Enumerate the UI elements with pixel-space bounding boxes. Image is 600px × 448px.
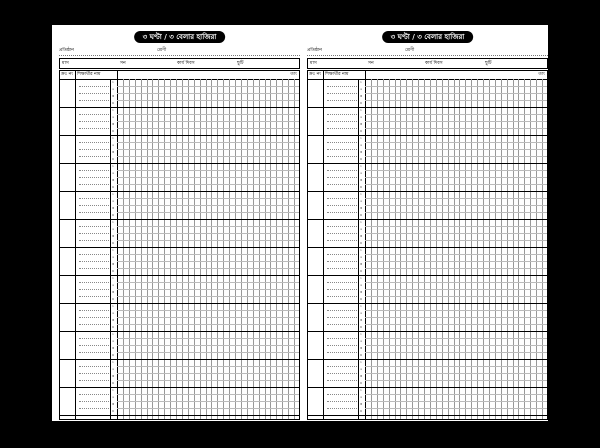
name-dotted-line: [327, 226, 357, 227]
session-number: ২: [111, 87, 115, 91]
session-row-line: [365, 310, 547, 311]
session-number: ১: [359, 332, 363, 336]
name-dotted-line: [327, 198, 357, 199]
session-row-line: [365, 128, 547, 129]
session-row-line: [365, 338, 547, 339]
session-row-line: [365, 198, 547, 199]
name-dotted-line: [327, 296, 357, 297]
session-row-line: [365, 268, 547, 269]
name-dotted-line: [327, 121, 357, 122]
session-number: ২: [359, 87, 363, 91]
name-dotted-line: [79, 366, 109, 367]
name-dotted-line: [79, 394, 109, 395]
session-number: ১: [111, 388, 115, 392]
name-dotted-line: [79, 268, 109, 269]
name-dotted-line: [327, 310, 357, 311]
student-name-header: শিক্ষার্থীর নাম: [325, 72, 349, 77]
session-row-line: [117, 352, 299, 353]
name-dotted-line: [327, 394, 357, 395]
name-dotted-line: [327, 261, 357, 262]
session-row-line: [117, 345, 299, 346]
name-dotted-line: [79, 142, 109, 143]
session-number: ৪: [359, 381, 363, 385]
name-dotted-line: [327, 93, 357, 94]
session-row-line: [365, 366, 547, 367]
session-row-line: [365, 149, 547, 150]
session-row-line: [365, 289, 547, 290]
name-dotted-line: [327, 254, 357, 255]
session-number: ১: [111, 108, 115, 112]
session-number: ২: [111, 143, 115, 147]
session-row-line: [117, 184, 299, 185]
name-dotted-line: [79, 114, 109, 115]
session-row-line: [365, 254, 547, 255]
session-row-line: [365, 240, 547, 241]
session-row-line: [365, 170, 547, 171]
session-number: ২: [359, 115, 363, 119]
name-dotted-line: [79, 198, 109, 199]
class-field-label: শ্রেণী: [405, 48, 415, 53]
session-number: ২: [111, 255, 115, 259]
session-number: ৩: [359, 122, 363, 126]
holiday-label: ছুটি: [485, 61, 492, 66]
session-number: ৩: [359, 346, 363, 350]
name-dotted-line: [327, 366, 357, 367]
student-name-header: শিক্ষার্থীর নাম: [77, 72, 101, 77]
attendance-page-right: [307, 25, 548, 421]
session-number: ১: [359, 276, 363, 280]
session-row-line: [365, 205, 547, 206]
session-row-line: [117, 317, 299, 318]
session-row-line: [117, 394, 299, 395]
session-row-line: [365, 296, 547, 297]
session-number: ৩: [359, 290, 363, 294]
name-dotted-line: [79, 352, 109, 353]
session-number: ৪: [111, 297, 115, 301]
session-number: ৪: [111, 241, 115, 245]
session-number: ৩: [111, 94, 115, 98]
session-number: ১: [359, 388, 363, 392]
session-number: ৩: [359, 318, 363, 322]
session-number: ২: [111, 199, 115, 203]
session-row-line: [117, 373, 299, 374]
name-dotted-line: [79, 282, 109, 283]
session-number: ৩: [111, 346, 115, 350]
name-dotted-line: [79, 93, 109, 94]
name-dotted-line: [79, 408, 109, 409]
session-number: ৩: [111, 178, 115, 182]
month-info-row: [307, 58, 548, 69]
name-dotted-line: [79, 212, 109, 213]
session-number: ১: [359, 108, 363, 112]
session-number: ৪: [359, 297, 363, 301]
name-dotted-line: [327, 289, 357, 290]
session-row-line: [365, 156, 547, 157]
year-label: সন: [368, 61, 374, 66]
session-number: ৩: [111, 374, 115, 378]
session-number: ৩: [111, 290, 115, 294]
month-label: মাস: [62, 61, 69, 66]
session-number: ২: [359, 171, 363, 175]
session-row-line: [117, 149, 299, 150]
name-dotted-line: [327, 345, 357, 346]
class-field-label: শ্রেণী: [157, 48, 167, 53]
session-row-line: [365, 373, 547, 374]
session-number: ৪: [359, 409, 363, 413]
header-fields: [59, 46, 300, 56]
name-dotted-line: [327, 114, 357, 115]
session-number: ৩: [359, 150, 363, 154]
session-number: ১: [359, 192, 363, 196]
session-row-line: [365, 394, 547, 395]
name-dotted-line: [327, 352, 357, 353]
session-number: ২: [111, 227, 115, 231]
session-number: ১: [359, 164, 363, 168]
name-dotted-line: [79, 310, 109, 311]
session-row-line: [117, 121, 299, 122]
name-dotted-line: [79, 170, 109, 171]
session-number: ৩: [111, 402, 115, 406]
session-row-line: [365, 142, 547, 143]
name-dotted-line: [327, 86, 357, 87]
session-number: ৪: [359, 101, 363, 105]
session-number: ১: [111, 80, 115, 84]
session-number: ১: [359, 360, 363, 364]
name-dotted-line: [79, 261, 109, 262]
session-number: ৪: [111, 101, 115, 105]
session-number: ২: [359, 283, 363, 287]
session-number: ৪: [111, 409, 115, 413]
name-dotted-line: [327, 408, 357, 409]
serial-header: ক্রঃ নং: [309, 72, 322, 77]
name-dotted-line: [327, 170, 357, 171]
holiday-label: ছুটি: [237, 61, 244, 66]
session-row-line: [365, 408, 547, 409]
name-dotted-line: [79, 254, 109, 255]
name-dotted-line: [79, 240, 109, 241]
session-number: ৪: [359, 241, 363, 245]
session-row-line: [117, 338, 299, 339]
session-row-line: [117, 100, 299, 101]
session-row-line: [117, 261, 299, 262]
session-row-line: [117, 177, 299, 178]
session-row-line: [365, 212, 547, 213]
session-number: ১: [111, 360, 115, 364]
session-number: ৪: [359, 185, 363, 189]
session-row-line: [117, 170, 299, 171]
session-row-line: [365, 317, 547, 318]
session-number: ৪: [111, 353, 115, 357]
attendance-table: [59, 70, 300, 420]
name-dotted-line: [327, 233, 357, 234]
session-row-line: [117, 310, 299, 311]
session-row-line: [365, 177, 547, 178]
session-number: ২: [359, 255, 363, 259]
name-dotted-line: [327, 317, 357, 318]
session-number: ৪: [359, 325, 363, 329]
name-dotted-line: [327, 380, 357, 381]
date-header: তাং: [290, 72, 297, 77]
month-info-row: [59, 58, 300, 69]
session-number: ৩: [359, 94, 363, 98]
session-number: ১: [111, 164, 115, 168]
session-number: ২: [359, 143, 363, 147]
name-dotted-line: [79, 128, 109, 129]
session-number: ১: [111, 276, 115, 280]
session-row-line: [117, 226, 299, 227]
session-number: ৩: [111, 206, 115, 210]
session-row-line: [365, 233, 547, 234]
session-row-line: [117, 401, 299, 402]
name-dotted-line: [79, 324, 109, 325]
session-number: ২: [359, 311, 363, 315]
session-number: ৩: [359, 262, 363, 266]
session-row-line: [365, 226, 547, 227]
session-row-line: [117, 198, 299, 199]
session-number: ২: [359, 339, 363, 343]
session-row-line: [117, 205, 299, 206]
session-number: ১: [359, 248, 363, 252]
name-dotted-line: [79, 289, 109, 290]
session-number: ২: [359, 367, 363, 371]
name-dotted-line: [327, 324, 357, 325]
session-row-line: [117, 408, 299, 409]
session-number: ২: [111, 367, 115, 371]
name-dotted-line: [327, 149, 357, 150]
name-dotted-line: [327, 282, 357, 283]
name-dotted-line: [327, 128, 357, 129]
month-label: মাস: [310, 61, 317, 66]
session-number: ১: [111, 192, 115, 196]
session-row-line: [117, 324, 299, 325]
name-dotted-line: [327, 177, 357, 178]
name-dotted-line: [327, 184, 357, 185]
session-number: ১: [359, 80, 363, 84]
session-row-line: [365, 86, 547, 87]
year-label: সন: [120, 61, 126, 66]
name-dotted-line: [79, 226, 109, 227]
session-row-line: [117, 282, 299, 283]
header-fields: [307, 46, 548, 56]
name-dotted-line: [327, 205, 357, 206]
session-row-line: [117, 240, 299, 241]
session-number: ২: [111, 339, 115, 343]
session-number: ৪: [359, 213, 363, 217]
name-dotted-line: [327, 268, 357, 269]
session-number: ৩: [111, 122, 115, 126]
session-number: ৩: [359, 402, 363, 406]
name-dotted-line: [327, 401, 357, 402]
session-number: ২: [359, 395, 363, 399]
session-row-line: [117, 233, 299, 234]
session-row-line: [117, 254, 299, 255]
session-number: ৪: [111, 185, 115, 189]
name-dotted-line: [79, 233, 109, 234]
name-dotted-line: [79, 121, 109, 122]
name-dotted-line: [79, 317, 109, 318]
session-row-line: [117, 128, 299, 129]
name-dotted-line: [79, 100, 109, 101]
attendance-page-left: [59, 25, 300, 421]
session-number: ৩: [359, 206, 363, 210]
session-number: ১: [111, 248, 115, 252]
name-dotted-line: [79, 401, 109, 402]
serial-header: ক্রঃ নং: [61, 72, 74, 77]
session-number: ২: [359, 227, 363, 231]
name-dotted-line: [327, 212, 357, 213]
session-number: ২: [359, 199, 363, 203]
name-dotted-line: [79, 296, 109, 297]
session-number: ৩: [111, 262, 115, 266]
session-row-line: [365, 282, 547, 283]
name-dotted-line: [327, 240, 357, 241]
session-number: ১: [111, 332, 115, 336]
institution-field-label: প্রতিষ্ঠান: [59, 48, 74, 53]
attendance-sheet: [52, 25, 548, 421]
name-dotted-line: [327, 338, 357, 339]
name-dotted-line: [79, 380, 109, 381]
institution-field-label: প্রতিষ্ঠান: [307, 48, 322, 53]
working-days-label: কার্য দিবস: [425, 61, 443, 66]
session-row-line: [365, 380, 547, 381]
session-row-line: [117, 380, 299, 381]
session-number: ২: [111, 115, 115, 119]
name-dotted-line: [79, 177, 109, 178]
name-dotted-line: [79, 156, 109, 157]
page-title: ৩ ঘণ্টা / ৩ বেলার হাজিরা: [134, 31, 226, 43]
date-header: তাং: [538, 72, 545, 77]
session-number: ৪: [111, 213, 115, 217]
session-row-line: [365, 184, 547, 185]
name-dotted-line: [79, 149, 109, 150]
session-number: ৩: [111, 150, 115, 154]
name-dotted-line: [327, 100, 357, 101]
session-row-line: [117, 268, 299, 269]
session-number: ৪: [111, 325, 115, 329]
session-number: ৪: [359, 269, 363, 273]
session-number: ১: [111, 220, 115, 224]
session-number: ২: [111, 171, 115, 175]
name-dotted-line: [327, 373, 357, 374]
session-row-line: [117, 93, 299, 94]
name-dotted-line: [79, 345, 109, 346]
attendance-table: [307, 70, 548, 420]
session-number: ১: [359, 136, 363, 140]
session-number: ৩: [111, 234, 115, 238]
session-number: ২: [111, 395, 115, 399]
name-dotted-line: [327, 156, 357, 157]
session-number: ৪: [111, 129, 115, 133]
name-dotted-line: [79, 373, 109, 374]
session-row-line: [365, 93, 547, 94]
session-number: ৩: [359, 178, 363, 182]
session-number: ২: [111, 311, 115, 315]
session-number: ১: [111, 304, 115, 308]
session-row-line: [117, 86, 299, 87]
name-dotted-line: [79, 86, 109, 87]
session-number: ৩: [359, 374, 363, 378]
session-number: ৪: [359, 353, 363, 357]
session-row-line: [117, 114, 299, 115]
session-number: ৪: [359, 157, 363, 161]
session-row-line: [365, 324, 547, 325]
working-days-label: কার্য দিবস: [177, 61, 195, 66]
session-number: ১: [359, 220, 363, 224]
session-number: ৩: [359, 234, 363, 238]
session-row-line: [365, 401, 547, 402]
session-row-line: [365, 261, 547, 262]
name-dotted-line: [79, 184, 109, 185]
session-number: ৪: [359, 129, 363, 133]
session-row-line: [117, 366, 299, 367]
session-number: ২: [111, 283, 115, 287]
session-row-line: [365, 345, 547, 346]
session-row-line: [365, 352, 547, 353]
session-row-line: [117, 289, 299, 290]
session-number: ৪: [111, 269, 115, 273]
session-number: ৪: [111, 381, 115, 385]
session-row-line: [117, 142, 299, 143]
session-row-line: [365, 100, 547, 101]
session-number: ১: [111, 136, 115, 140]
session-row-line: [117, 156, 299, 157]
name-dotted-line: [79, 205, 109, 206]
session-row-line: [365, 114, 547, 115]
page-title: ৩ ঘণ্টা / ৩ বেলার হাজিরা: [382, 31, 474, 43]
name-dotted-line: [327, 142, 357, 143]
session-row-line: [365, 121, 547, 122]
session-number: ৩: [111, 318, 115, 322]
session-number: ৪: [111, 157, 115, 161]
session-row-line: [117, 296, 299, 297]
name-dotted-line: [79, 338, 109, 339]
session-row-line: [117, 212, 299, 213]
session-number: ১: [359, 304, 363, 308]
